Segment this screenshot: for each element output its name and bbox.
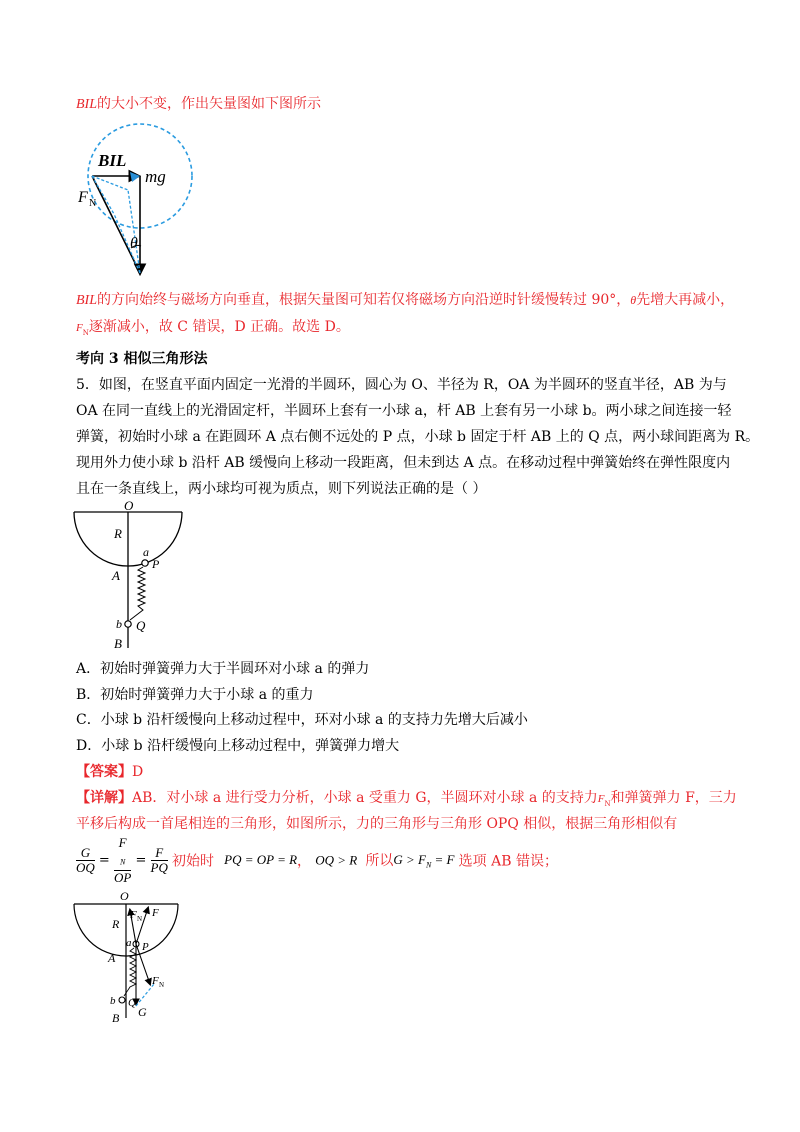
explain-line-1 [76,788,737,814]
var-fn: F [76,322,83,334]
label-fn: F [78,189,88,206]
fig3-label-a: a [126,937,132,949]
label-theta: θ [130,235,138,252]
question-line-2: OA 在同一直线上的光滑固定杆，半圆环上套有一小球 a，杆 AB 上套有另一小球 b。两小球之间连接一轻 [76,403,732,419]
label-R: R [114,526,122,541]
option-d: D．小球 b 沿杆缓慢向上移动过程中，弹簧弹力增大 [76,738,400,754]
label-fn-sub: N [89,198,97,209]
fig3-label-R: R [112,917,120,931]
explain-text-1b: 和弹簧弹力 F，三力 [610,790,737,806]
label-bil: BIL [98,151,127,170]
explain-fn: F [597,793,605,805]
force-triangle-figure [68,888,193,1028]
option-c: C．小球 b 沿杆缓慢向上移动过程中，环对小球 a 的支持力先增大后减小 [76,712,528,728]
explain-text-1a: AB．对小球 a 进行受力分析，小球 a 受重力 G，半圆环对小球 a 的支持力 [132,790,598,806]
formula-initial: 初始时 [171,853,214,870]
fig3-label-O: O [120,889,129,903]
fig3-label-FN-sub: N [137,915,143,923]
var-bil: BIL [76,97,97,112]
fig3-label-P: P [142,941,149,953]
question-line-3: 弹簧，初始时小球 a 在距圆环 A 点右侧不远处的 P 点，小球 b 固定于杆 AB 上的 Q 点，两小球间距离为 R。 [76,429,760,445]
formula-so: 所以 [365,853,394,870]
text-theta-change: 先增大再减小， [636,292,735,308]
fn-line [92,176,140,273]
label-a: a [143,545,149,559]
explain-line-2: 平移后构成一首尾相连的三角形，如图所示，力的三角形与三角形 OPQ 相似，根据三角形相似有 [76,816,678,832]
fig3-label-b: b [110,995,116,1007]
explain-label: 【详解】 [76,790,132,806]
fig3-label-FN: F [130,909,137,921]
frac-g-oq: $\frac{G}{OQ}$ [76,844,95,875]
fig3-label-FN-2: F [152,975,159,987]
question-line-5: 且在一条直线上，两小球均可视为质点，则下列说法正确的是（ ） [76,481,487,497]
var-bil-2: BIL [76,293,97,308]
label-mg: mg [145,167,166,186]
fig3-label-FN-2-sub: N [159,981,165,989]
text-fn-decrease: 逐渐减小，故 C 错误，D 正确。故选 D。 [88,319,350,335]
text-bil-direction: 的方向始终与磁场方向垂直，根据矢量图可知若仅将磁场方向沿逆时针缓慢转过 90°， [97,292,631,308]
semicircle-figure [68,500,193,655]
fig3-label-B: B [112,1011,120,1025]
option-a: A．初始时弹簧弹力大于半圆环对小球 a 的弹力 [76,661,370,677]
frac-f-pq: $\frac{F}{PQ}$ [150,844,168,875]
label-Q: Q [136,618,146,633]
line-fn-decrease [76,317,350,343]
fig3-label-Q: Q [128,997,136,1009]
fig3-label-F: F [152,907,159,919]
label-A: A [112,568,120,583]
fig3-label-A: A [108,951,116,965]
option-b: B．初始时弹簧弹力大于小球 a 的重力 [76,687,314,703]
line-bil-direction [76,290,734,311]
answer-line [76,762,143,782]
explain-fn-sub: N [604,799,611,808]
label-b: b [116,617,122,631]
answer-value: D [132,764,144,780]
question-line-1: 5．如图，在竖直平面内固定一光滑的半圆环，圆心为 O、半径为 R，OA 为半圆环的竖直半径，AB 为与 [76,377,727,393]
formula-conclusion: 选项 AB 错误； [458,853,558,870]
formula-g-gt-fn: $G > F_N = F$ [393,851,455,870]
formula-sep: ， [297,853,312,870]
vector-diagram-bil [72,118,202,283]
answer-label: 【答案】 [76,764,132,780]
fig3-label-G: G [138,1005,147,1019]
var-theta: θ [630,293,637,307]
var-fn-sub: N [82,328,89,337]
formula-oq-gt-r: OQ > R [315,852,358,868]
question-line-4: 现用外力使小球 b 沿杆 AB 缓慢向上移动一段距离，但未到达 A 点。在移动过程中弹簧始终在弹性限度内 [76,455,731,471]
section-title: 考向 3 相似三角形法 [76,351,208,367]
formula-line: $\frac{G}{OQ}$ = F $_N$ OP = $\frac{F}{PQ}$ 初始时 PQ = OP = R， OQ > R 所以$G > F_N = F$ 选项 AB 错误； [76,835,558,885]
text-bil-constant: 的大小不变，作出矢量图如下图所示 [97,96,321,112]
label-P: P [152,557,160,571]
frac-fn-op: F $_N$ OP [113,835,132,885]
line-bil-constant [76,94,321,115]
label-O: O [124,500,134,513]
label-B: B [114,636,122,651]
formula-eq-pq: PQ = OP = R [224,852,298,868]
